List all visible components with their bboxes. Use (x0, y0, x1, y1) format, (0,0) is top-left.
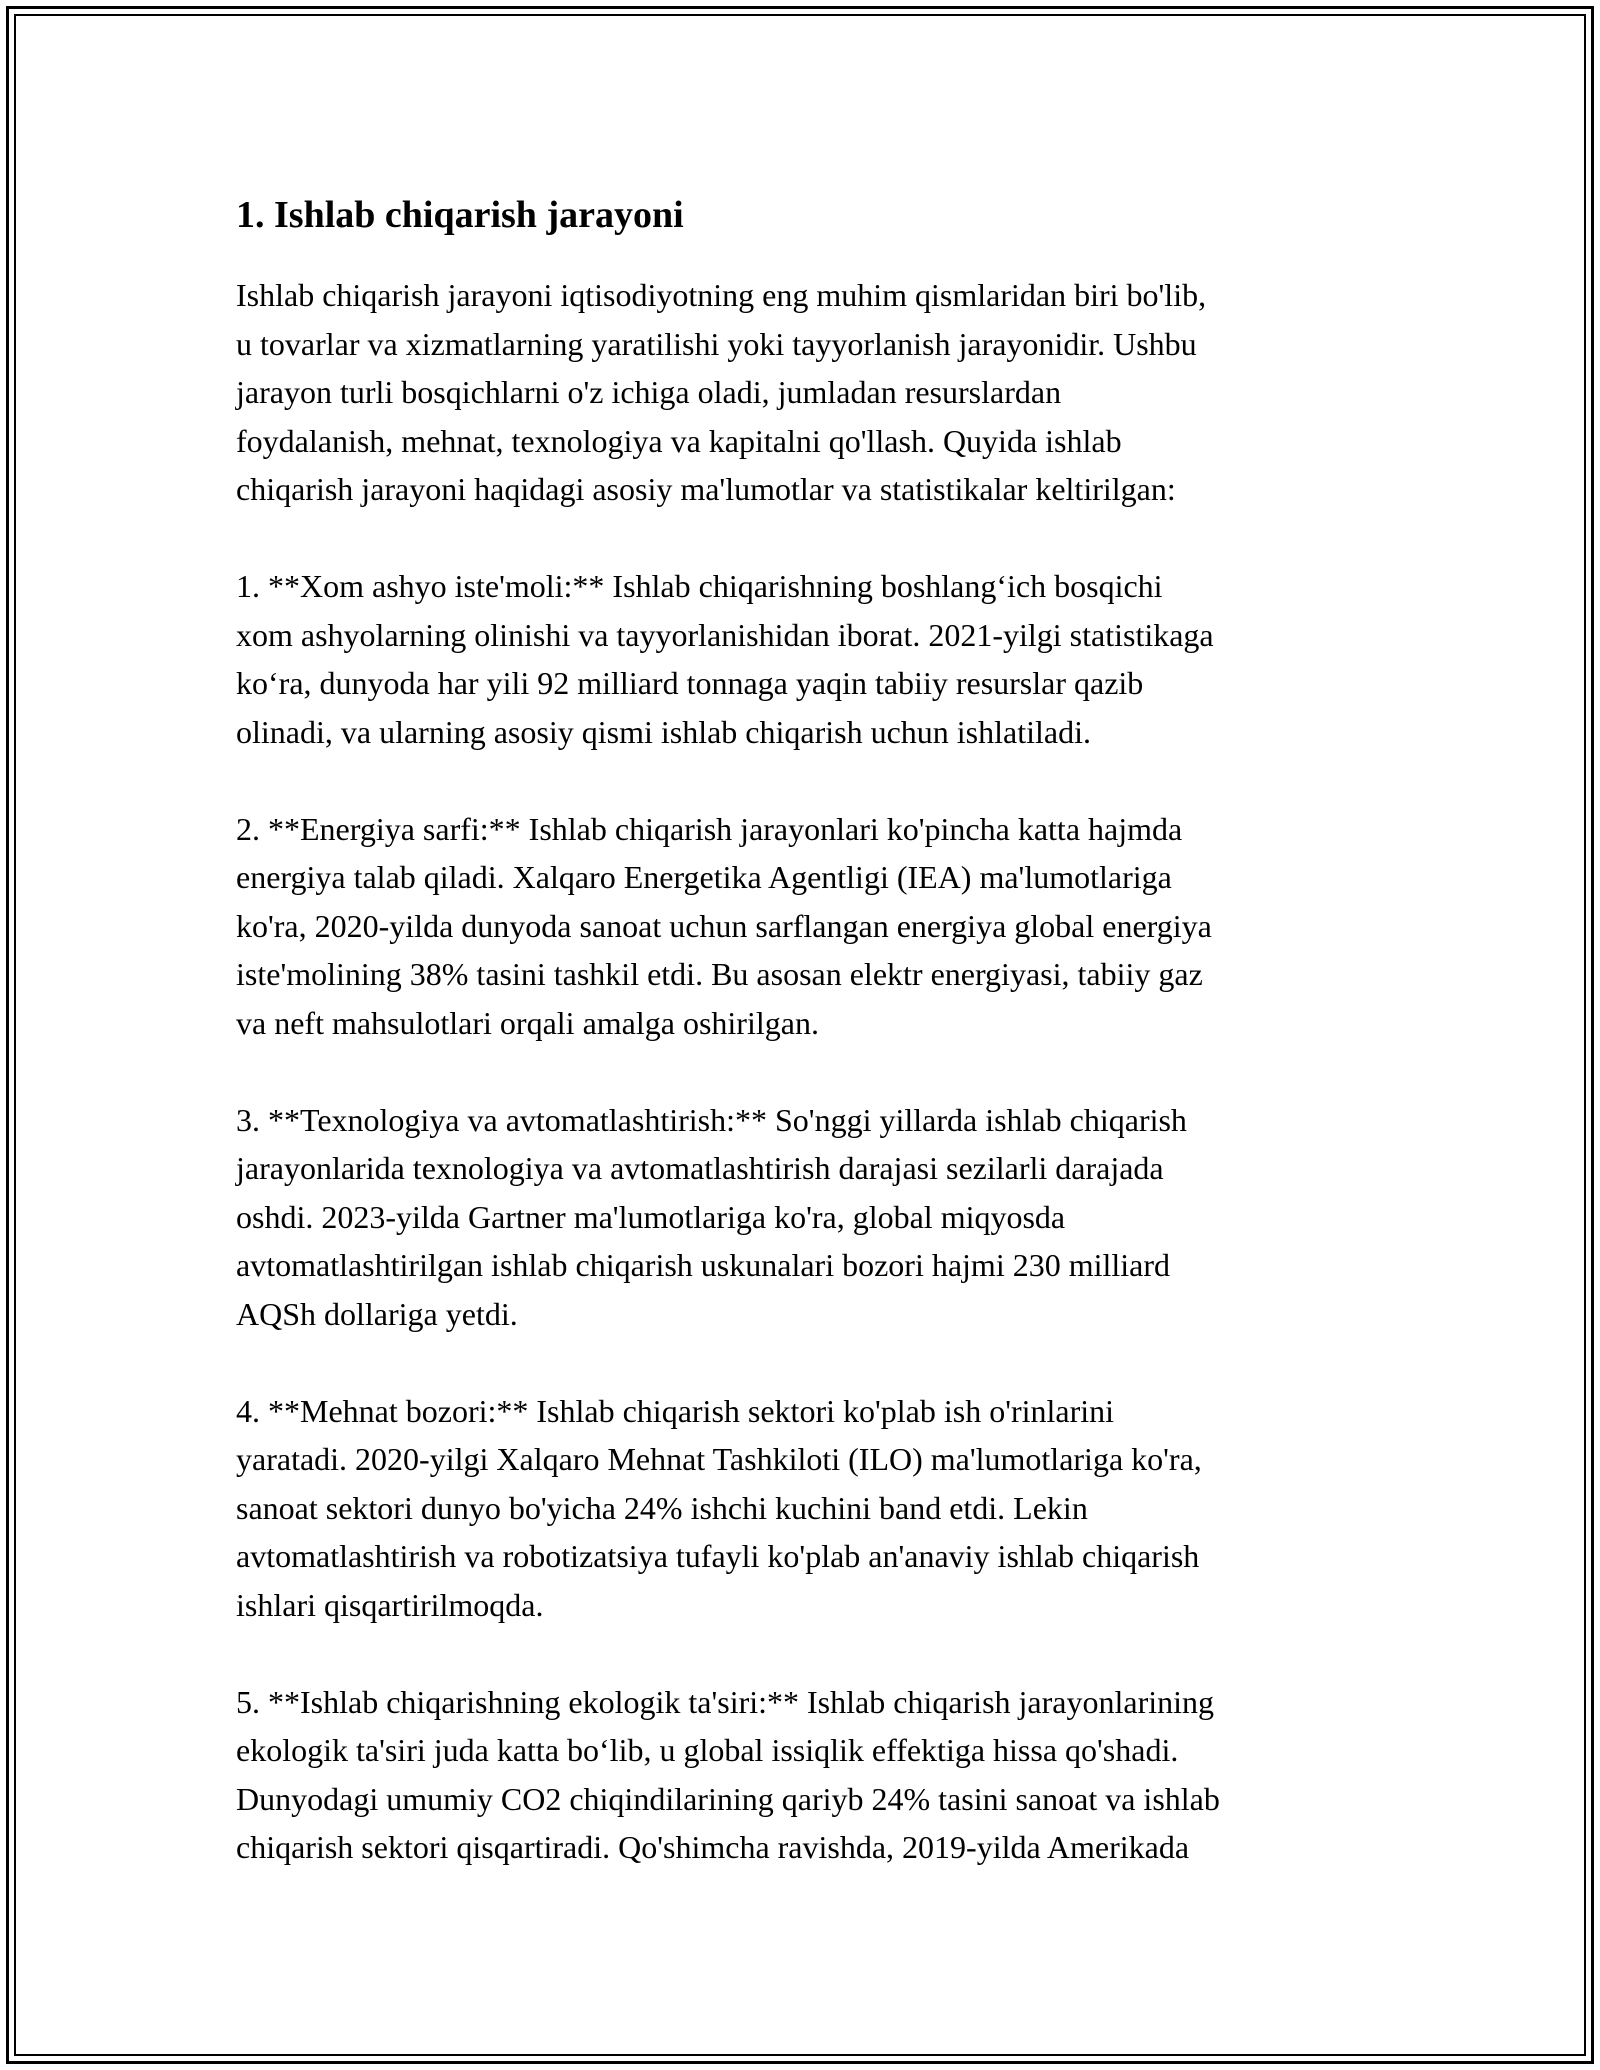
paragraph-technology: 3. **Texnologiya va avtomatlashtirish:** So'nggi yillarda ishlab chiqarish jarayonlarida texnologiya va avtomatlashtirish darajasi sezilarli darajada oshdi. 2023-yilda Gartner ma'lumotlariga ko'ra, global miqyosda avtomatlashtirilgan ishlab chiqarish uskunalari bozori hajmi 230 milliard AQSh dollariga yetdi. (236, 1101, 1187, 1332)
document-title: 1. Ishlab chiqarish jarayoni (236, 194, 684, 236)
paragraph-raw-materials: 1. **Xom ashyo iste'moli:** Ishlab chiqarishning boshlang‘ich bosqichi xom ashyolarning olinishi va tayyorlanishidan iborat. 2021-yilgi statistikaga ko‘ra, dunyoda har yili 92 milliard tonnaga yaqin tabiiy resurslar qazib olinadi, va ularning asosiy qismi ishlab chiqarish uchun ishlatiladi. (236, 568, 1214, 750)
paragraph-energy: 2. **Energiya sarfi:** Ishlab chiqarish jarayonlari ko'pincha katta hajmda energiya talab qiladi. Xalqaro Energetika Agentligi (IEA) ma'lumotlariga ko'ra, 2020-yilda dunyoda sanoat uchun sarflangan energiya global energiya iste'molining 38% tasini tashkil etdi. Bu asosan elektr energiyasi, tabiiy gaz va neft mahsulotlari orqali amalga oshirilgan. (236, 810, 1212, 1041)
intro-paragraph: Ishlab chiqarish jarayoni iqtisodiyotning eng muhim qismlaridan biri bo'lib, u tovarlar va xizmatlarning yaratilishi yoki tayyorlanish jarayonidir. Ushbu jarayon turli bosqichlarni o'z ichiga oladi, jumladan resurslardan foydalanish, mehnat, texnologiya va kapitalni qo'llash. Quyida ishlab chiqarish jarayoni haqidagi asosiy ma'lumotlar va statistikalar keltirilgan: (236, 277, 1207, 507)
document-body (236, 184, 1386, 1920)
paragraph-labor-market: 4. **Mehnat bozori:** Ishlab chiqarish sektori ko'plab ish o'rinlarini yaratadi. 2020-yilgi Xalqaro Mehnat Tashkiloti (ILO) ma'lumotlariga ko'ra, sanoat sektori dunyo bo'yicha 24% ishchi kuchini band etdi. Lekin avtomatlashtirish va robotizatsiya tufayli ko'plab an'anaviy ishlab chiqarish ishlari qisqartirilmoqda. (236, 1392, 1202, 1623)
paragraph-ecology: 5. **Ishlab chiqarishning ekologik ta'siri:** Ishlab chiqarish jarayonlarining ekologik ta'siri juda katta bo‘lib, u global issiqlik effektiga hissa qo'shadi. Dunyodagi umumiy CO2 chiqindilarining qariyb 24% tasini sanoat va ishlab chiqarish sektori qisqartiradi. Qo'shimcha ravishda, 2019-yilda Amerikada (236, 1683, 1220, 1865)
